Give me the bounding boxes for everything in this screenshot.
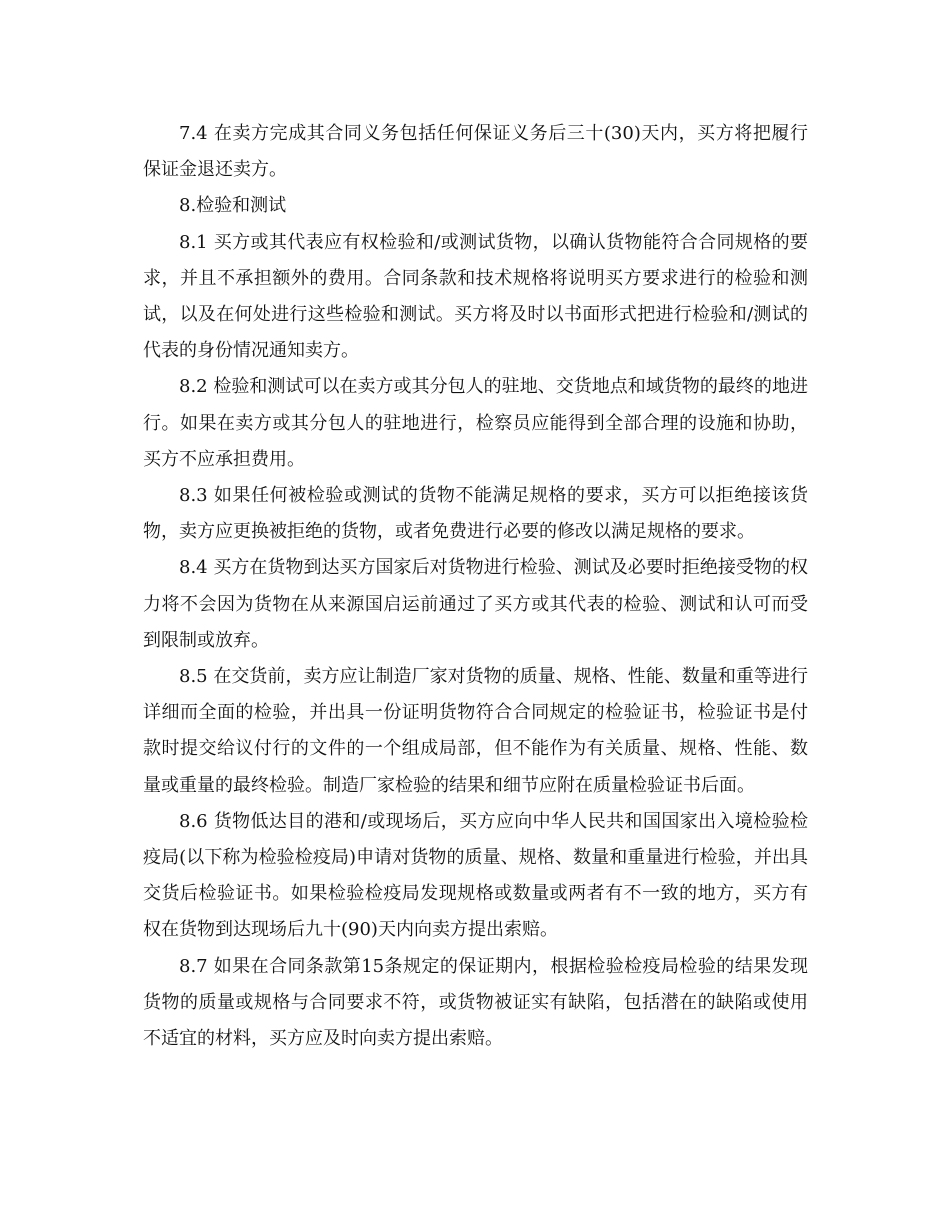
section-heading-8: 8.检验和测试 [179, 195, 287, 217]
paragraph-8-7: 8.7 如果在合同条款第15条规定的保证期内，根据检验检疫局检验的结果发现货物的质量或规格与合同要求不符，或货物被证实有缺陷，包括潜在的缺陷或使用不适宜的材料，买方应及时向卖方提出索赔。 [143, 955, 808, 1050]
paragraph-8-5: 8.5 在交货前，卖方应让制造厂家对货物的质量、规格、性能、数量和重等进行详细而全面的检验，并出具一份证明货物符合合同规定的检验证书，检验证书是付款时提交给议付行的文件的一个组成局部，但不能作为有关质量、规格、性能、数量或重量的最终检验。制造厂家检验的结果和细节应附在质量检验证书后面。 [143, 666, 808, 796]
paragraph-8-4: 8.4 买方在货物到达买方国家后对货物进行检验、测试及必要时拒绝接受物的权力将不会因为货物在从来源国启运前通过了买方或其代表的检验、测试和认可而受到限制或放弃。 [143, 557, 808, 651]
paragraph-8-1: 8.1 买方或其代表应有权检验和/或测试货物，以确认货物能符合合同规格的要求，并且不承担额外的费用。合同条款和技术规格将说明买方要求进行的检验和测试，以及在何处进行这些检验和测试。买方将及时以书面形式把进行检验和/测试的代表的身份情况通知卖方。 [143, 231, 808, 362]
paragraph-8-3: 8.3 如果任何被检验或测试的货物不能满足规格的要求，买方可以拒绝接该货物，卖方应更换被拒绝的货物，或者免费进行必要的修改以满足规格的要求。 [143, 485, 808, 543]
paragraph-8-2: 8.2 检验和测试可以在卖方或其分包人的驻地、交货地点和域货物的最终的地进行。如果在卖方或其分包人的驻地进行，检察员应能得到全部合理的设施和协助，买方不应承担费用。 [143, 376, 808, 470]
paragraph-7-4: 7.4 在卖方完成其合同义务包括任何保证义务后三十(30)天内，买方将把履行保证金退还卖方。 [143, 123, 808, 181]
paragraph-8-6: 8.6 货物低达目的港和/或现场后，买方应向中华人民共和国国家出入境检验检疫局(以下称为检验检疫局)申请对货物的质量、规格、数量和重量进行检验，并出具交货后检验证书。如果检验检疫局发现规格或数量或两者有不一致的地方，买方有权在货物到达现场后九十(90)天内向卖方提出索赔。 [143, 810, 808, 941]
document-body [143, 116, 808, 1057]
